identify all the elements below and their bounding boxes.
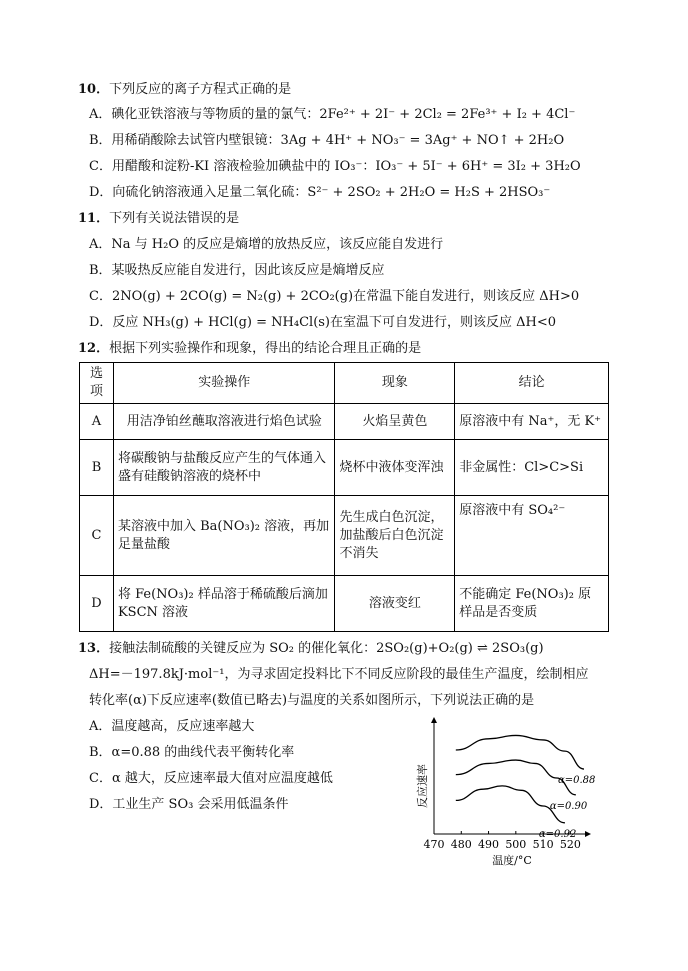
q13-line-3: 转化率(α)下反应速率(数值已略去)与温度的关系如图所示，下列说法正确的是 — [89, 693, 535, 708]
q11-option-d: D．反应 NH₃(g) + HCl(g) = NH₄Cl(s)在室温下可自发进行，则该反应 ΔH<0 — [89, 315, 557, 330]
header-conclusion: 结论 — [455, 363, 609, 404]
experiment-table — [79, 362, 609, 632]
row-conclusion: 非金属性：Cl>C>Si — [455, 440, 609, 496]
table-row — [80, 576, 609, 632]
series-line — [456, 786, 565, 823]
y-axis-label: 反应速率 — [416, 764, 429, 808]
q13-text-1: 接触法制硫酸的关键反应为 SO₂ 的催化氧化：2SO₂(g)+O₂(g) ⇌ 2SO₃(g) — [109, 641, 544, 656]
table-row — [80, 496, 609, 576]
q13-option-b: B．α=0.88 的曲线代表平衡转化率 — [89, 745, 295, 760]
q11-option-a: A．Na 与 H₂O 的反应是熵增的放热反应，该反应能自发进行 — [89, 237, 444, 252]
row-phenomenon: 溶液变红 — [335, 576, 455, 632]
x-tick-label: 470 — [423, 838, 445, 851]
q12-stem-line — [78, 340, 421, 358]
row-option: B — [80, 440, 114, 496]
q13-line-1 — [78, 640, 544, 658]
q13-option-a: A．温度越高，反应速率越大 — [89, 719, 255, 734]
q10-stem: 下列反应的离子方程式正确的是 — [109, 82, 292, 97]
q13-line-2: ΔH=－197.8kJ·mol⁻¹，为寻求固定投料比下不同反应阶段的最佳生产温度，绘制相应 — [89, 667, 589, 682]
q11-stem-line — [78, 210, 239, 228]
q10-number: 10． — [78, 82, 110, 97]
row-phenomenon: 火焰呈黄色 — [335, 404, 455, 440]
q11-number: 11． — [78, 211, 110, 226]
header-option: 选项 — [80, 363, 114, 404]
x-tick-label: 520 — [559, 838, 581, 851]
q11-stem: 下列有关说法错误的是 — [109, 211, 240, 226]
series-label: α=0.90 — [549, 800, 588, 812]
row-option: A — [80, 404, 114, 440]
q11-option-b: B．某吸热反应能自发进行，因此该反应是熵增反应 — [89, 263, 385, 278]
header-phenomenon: 现象 — [335, 363, 455, 404]
row-conclusion: 原溶液中有 Na⁺，无 K⁺ — [455, 404, 609, 440]
header-operation: 实验操作 — [113, 363, 335, 404]
q11-option-c: C．2NO(g) + 2CO(g) = N₂(g) + 2CO₂(g)在常温下能自发进行，则该反应 ΔH>0 — [89, 289, 580, 304]
q10-option-b: B．用稀硝酸除去试管内壁银镜：3Ag + 4H⁺ + NO₃⁻ = 3Ag⁺ + NO↑ + 2H₂O — [89, 133, 565, 148]
row-phenomenon: 烧杯中液体变浑浊 — [335, 440, 455, 496]
row-conclusion: 不能确定 Fe(NO₃)₂ 原样品是否变质 — [455, 576, 609, 632]
q13-option-d: D．工业生产 SO₃ 会采用低温条件 — [89, 797, 289, 812]
series-label: α=0.88 — [558, 775, 596, 787]
q10-option-d: D．向硫化钠溶液通入足量二氧化硫：S²⁻ + 2SO₂ + 2H₂O = H₂S + 2HSO₃⁻ — [89, 185, 551, 200]
row-operation: 某溶液中加入 Ba(NO₃)₂ 溶液，再加足量盐酸 — [113, 496, 335, 576]
x-tick-label: 510 — [532, 838, 554, 851]
q10-option-c: C．用醋酸和淀粉-KI 溶液检验加碘盐中的 IO₃⁻：IO₃⁻ + 5I⁻ + 6H⁺ = 3I₂ + 3H₂O — [89, 159, 581, 174]
q12-number: 12． — [78, 341, 110, 356]
q13-option-c: C．α 越大，反应速率最大值对应温度越低 — [89, 771, 333, 786]
series-label: α=0.92 — [538, 828, 577, 840]
x-tick-label: 490 — [478, 838, 500, 851]
table-header-row — [80, 363, 609, 404]
q10-stem-line — [78, 81, 291, 99]
q12-stem: 根据下列实验操作和现象，得出的结论合理且正确的是 — [109, 341, 422, 356]
row-phenomenon: 先生成白色沉淀，加盐酸后白色沉淀不消失 — [335, 496, 455, 576]
row-operation: 将碳酸钠与盐酸反应产生的气体通入盛有硅酸钠溶液的烧杯中 — [113, 440, 335, 496]
q10-option-a: A．碘化亚铁溶液与等物质的量的氯气：2Fe²⁺ + 2I⁻ + 2Cl₂ = 2Fe³⁺ + I₂ + 4Cl⁻ — [89, 107, 576, 122]
row-operation: 将 Fe(NO₃)₂ 样品溶于稀硫酸后滴加 KSCN 溶液 — [113, 576, 335, 632]
series-line — [456, 735, 584, 769]
row-operation: 用洁净铂丝蘸取溶液进行焰色试验 — [113, 404, 335, 440]
x-tick-label: 480 — [450, 838, 472, 851]
table-row — [80, 440, 609, 496]
row-option: D — [80, 576, 114, 632]
x-axis-label: 温度/°C — [492, 854, 532, 867]
q13-number: 13． — [78, 641, 110, 656]
row-conclusion: 原溶液中有 SO₄²⁻ — [455, 496, 609, 576]
rate-temperature-chart — [408, 712, 608, 872]
row-option: C — [80, 496, 114, 576]
x-tick-label: 500 — [505, 838, 527, 851]
table-row — [80, 404, 609, 440]
